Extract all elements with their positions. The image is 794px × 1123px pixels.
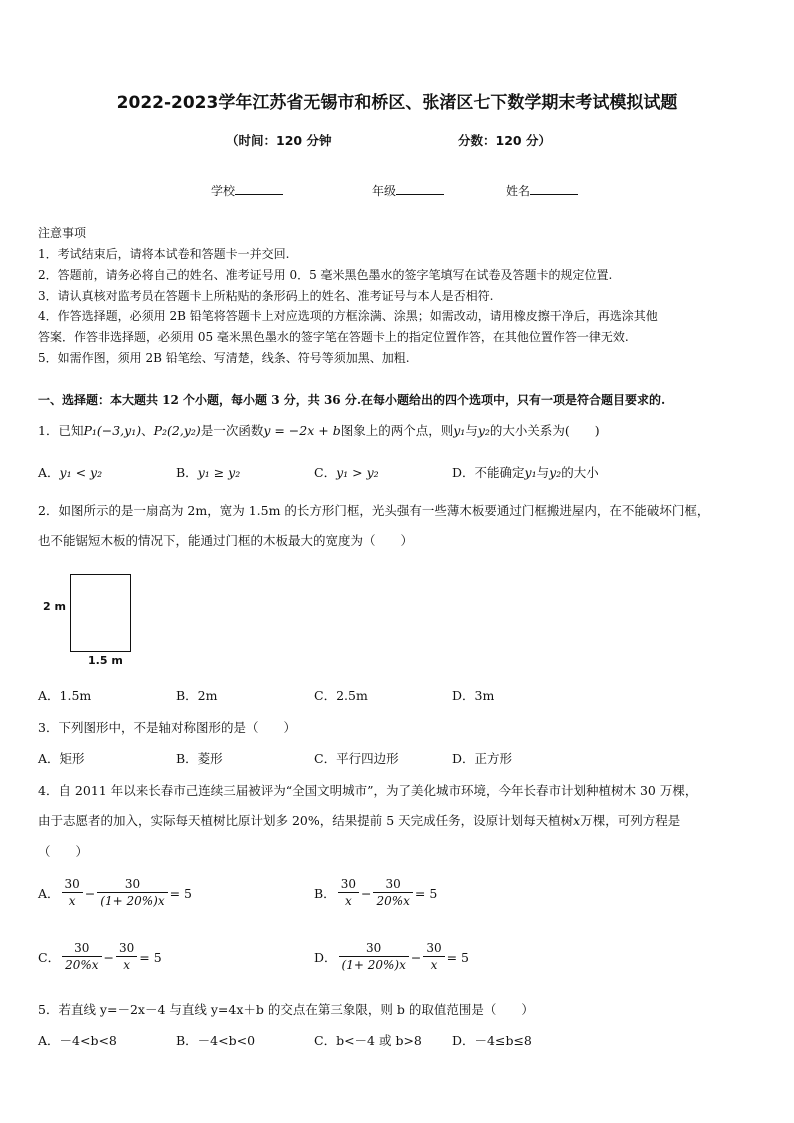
q5-option-a: A．－4<b<8 (38, 1033, 117, 1048)
fraction (338, 876, 359, 910)
equals-value: = 5 (139, 949, 162, 965)
q1-text: 的大小关系为( ) (489, 423, 600, 438)
option-math: y₁ > y₂ (336, 465, 379, 480)
q4-option-a (38, 876, 192, 910)
name-label: 姓名 (506, 184, 531, 198)
question-4-line-2 (38, 811, 680, 829)
q1-y1: y₁ (453, 423, 466, 438)
q2-option-d: D．3m (452, 688, 495, 703)
q3-option-b: B．菱形 (176, 751, 223, 766)
q3-option-c: C．平行四边形 (314, 751, 399, 766)
option-text: 的大小 (561, 465, 599, 480)
minus-sign: − (84, 885, 96, 901)
q4-variable: x (573, 813, 581, 828)
option-math: y₁ ≥ y₂ (197, 465, 241, 480)
time-label: （时间：120 分钟 (226, 133, 332, 148)
school-field (211, 182, 283, 199)
grade-field (372, 182, 444, 199)
page-title: 2022-2023学年江苏省无锡市和桥区、张渚区七下数学期末考试模拟试题 (116, 93, 678, 113)
q3-option-d: D．正方形 (452, 751, 513, 766)
q3-option-a: A．矩形 (38, 751, 85, 766)
fraction (339, 940, 409, 974)
question-4-line-1: 4．自 2011 年以来长春市己连续三届被评为“全国文明城市”，为了美化城市环境，今年长春市计划种植树木 30 万棵， (38, 783, 698, 798)
question-2-line-2: 也不能锯短木板的情况下，能通过门框的木板最大的宽度为（ ） (38, 533, 414, 548)
fraction (373, 876, 412, 910)
grade-blank (396, 182, 444, 195)
option-math: y₁ (524, 465, 537, 480)
option-label: A． (38, 465, 60, 480)
question-4-line-3: （ ） (38, 844, 89, 859)
minus-sign: − (360, 885, 372, 901)
school-blank (235, 182, 283, 195)
height-label: 2 m (43, 600, 66, 613)
fraction-numerator: 30 (64, 877, 80, 891)
school-label: 学校 (211, 184, 236, 198)
option-label: A． (38, 886, 60, 901)
q4-option-d (314, 940, 469, 974)
q4-option-b (314, 876, 437, 910)
q2-option-c: C．2.5m (314, 688, 368, 703)
q2-option-a: A．1.5m (38, 688, 92, 703)
note-item: 3．请认真核对监考员在答题卡上所粘贴的条形码上的姓名、准考证号与本人是否相符. (38, 289, 494, 303)
grade-label: 年级 (372, 184, 397, 198)
q1-option-d (452, 463, 599, 481)
door-frame-rect (70, 574, 131, 652)
q2-option-b: B．2m (176, 688, 218, 703)
fraction-denominator: 20%x (62, 956, 101, 974)
q5-option-b: B．－4<b<0 (176, 1033, 256, 1048)
fraction (62, 940, 101, 974)
fraction-numerator: 30 (366, 941, 382, 955)
option-text: 与 (536, 465, 550, 480)
option-math: y₂ (549, 465, 562, 480)
q5-option-d: D．－4≤b≤8 (452, 1033, 532, 1048)
fraction-denominator: x (116, 956, 137, 974)
fraction-numerator: 30 (124, 877, 141, 891)
question-3: 3．下列图形中，不是轴对称图形的是（ ） (38, 720, 296, 735)
width-label: 1.5 m (88, 654, 123, 667)
fraction-denominator: (1+ 20%)x (339, 956, 409, 974)
q4-option-c (38, 940, 162, 974)
equals-value: = 5 (414, 885, 438, 901)
q1-option-b (176, 463, 240, 481)
question-2-line-1: 2．如图所示的是一扇高为 2m，宽为 1.5m 的长方形门框，光头强有一些薄木板要通过门框搬进屋内，在不能破坏门框， (38, 503, 710, 518)
fraction-numerator: 30 (340, 877, 356, 891)
score-label: 分数：120 分） (458, 133, 551, 148)
section-heading: 一、选择题：本大题共 12 个小题，每小题 3 分，共 36 分.在每小题给出的四个选项中，只有一项是符合题目要求的. (38, 393, 666, 407)
fraction-denominator: x (338, 892, 359, 910)
fraction-numerator: 30 (74, 941, 90, 955)
equals-value: = 5 (446, 949, 470, 965)
option-label: C． (314, 465, 337, 480)
option-label: B． (176, 465, 198, 480)
note-item: 5．如需作图，须用 2B 铅笔绘、写清楚，线条、符号等须加黑、加粗. (38, 351, 410, 365)
notes-heading: 注意事项 (38, 226, 87, 240)
note-item: 2．答题前，请务必将自己的姓名、准考证号用 0．5 毫米黑色墨水的签字笔填写在试卷及答题卡的规定位置. (38, 268, 613, 282)
q1-text: 是一次函数 (200, 423, 264, 438)
option-label: D． (314, 950, 337, 965)
fraction (423, 940, 444, 974)
fraction-numerator: 30 (119, 941, 135, 955)
name-blank (530, 182, 578, 195)
option-label: D．不能确定 (452, 465, 525, 480)
fraction-denominator: (1+ 20%)x (97, 892, 167, 910)
q1-text: 1．已知 (38, 423, 84, 438)
q1-text: 与 (465, 423, 478, 438)
q1-sep: 、 (141, 423, 154, 438)
fraction-denominator: x (423, 956, 444, 974)
q4-text: 万棵，可列方程是 (580, 813, 681, 828)
fraction (97, 876, 167, 910)
question-5: 5．若直线 y=－2x－4 与直线 y=4x＋b 的交点在第三象限，则 b 的取值范围是（ ） (38, 1002, 534, 1017)
name-field (506, 182, 578, 199)
door-frame-figure (40, 570, 140, 670)
q1-y2: y₂ (477, 423, 490, 438)
q1-text: 图象上的两个点，则 (340, 423, 454, 438)
q1-option-a (38, 463, 102, 481)
note-item: 4．作答选择题，必须用 2B 铅笔将答题卡上对应选项的方框涂满、涂黑；如需改动，请用橡皮擦干净后，再选涂其他 (38, 309, 658, 323)
q5-option-c: C．b<－4 或 b>8 (314, 1033, 422, 1048)
fraction-denominator: x (62, 892, 83, 910)
minus-sign: − (103, 949, 115, 965)
minus-sign: − (410, 949, 422, 965)
fraction (62, 876, 83, 910)
option-label: C． (38, 950, 61, 965)
option-label: B． (314, 886, 336, 901)
equals-value: = 5 (169, 885, 193, 901)
q1-option-c (314, 463, 379, 481)
option-math: y₁ < y₂ (59, 465, 103, 480)
fraction-denominator: 20%x (373, 892, 412, 910)
q1-function: y = −2x + b (263, 423, 341, 438)
fraction-numerator: 30 (385, 877, 401, 891)
q1-point-1: P₁(−3,y₁) (83, 423, 142, 438)
q4-text: 由于志愿者的加入，实际每天植树比原计划多 20%，结果提前 5 天完成任务，设原计划每天植树 (38, 813, 574, 828)
fraction-numerator: 30 (426, 941, 442, 955)
q1-point-2: P₂(2,y₂) (153, 423, 201, 438)
note-item: 1．考试结束后，请将本试卷和答题卡一并交回. (38, 247, 290, 261)
note-item: 答案．作答非选择题，必须用 05 毫米黑色墨水的签字笔在答题卡上的指定位置作答，在其他位置作答一律无效. (38, 330, 629, 344)
fraction (116, 940, 137, 974)
question-1 (38, 421, 600, 439)
